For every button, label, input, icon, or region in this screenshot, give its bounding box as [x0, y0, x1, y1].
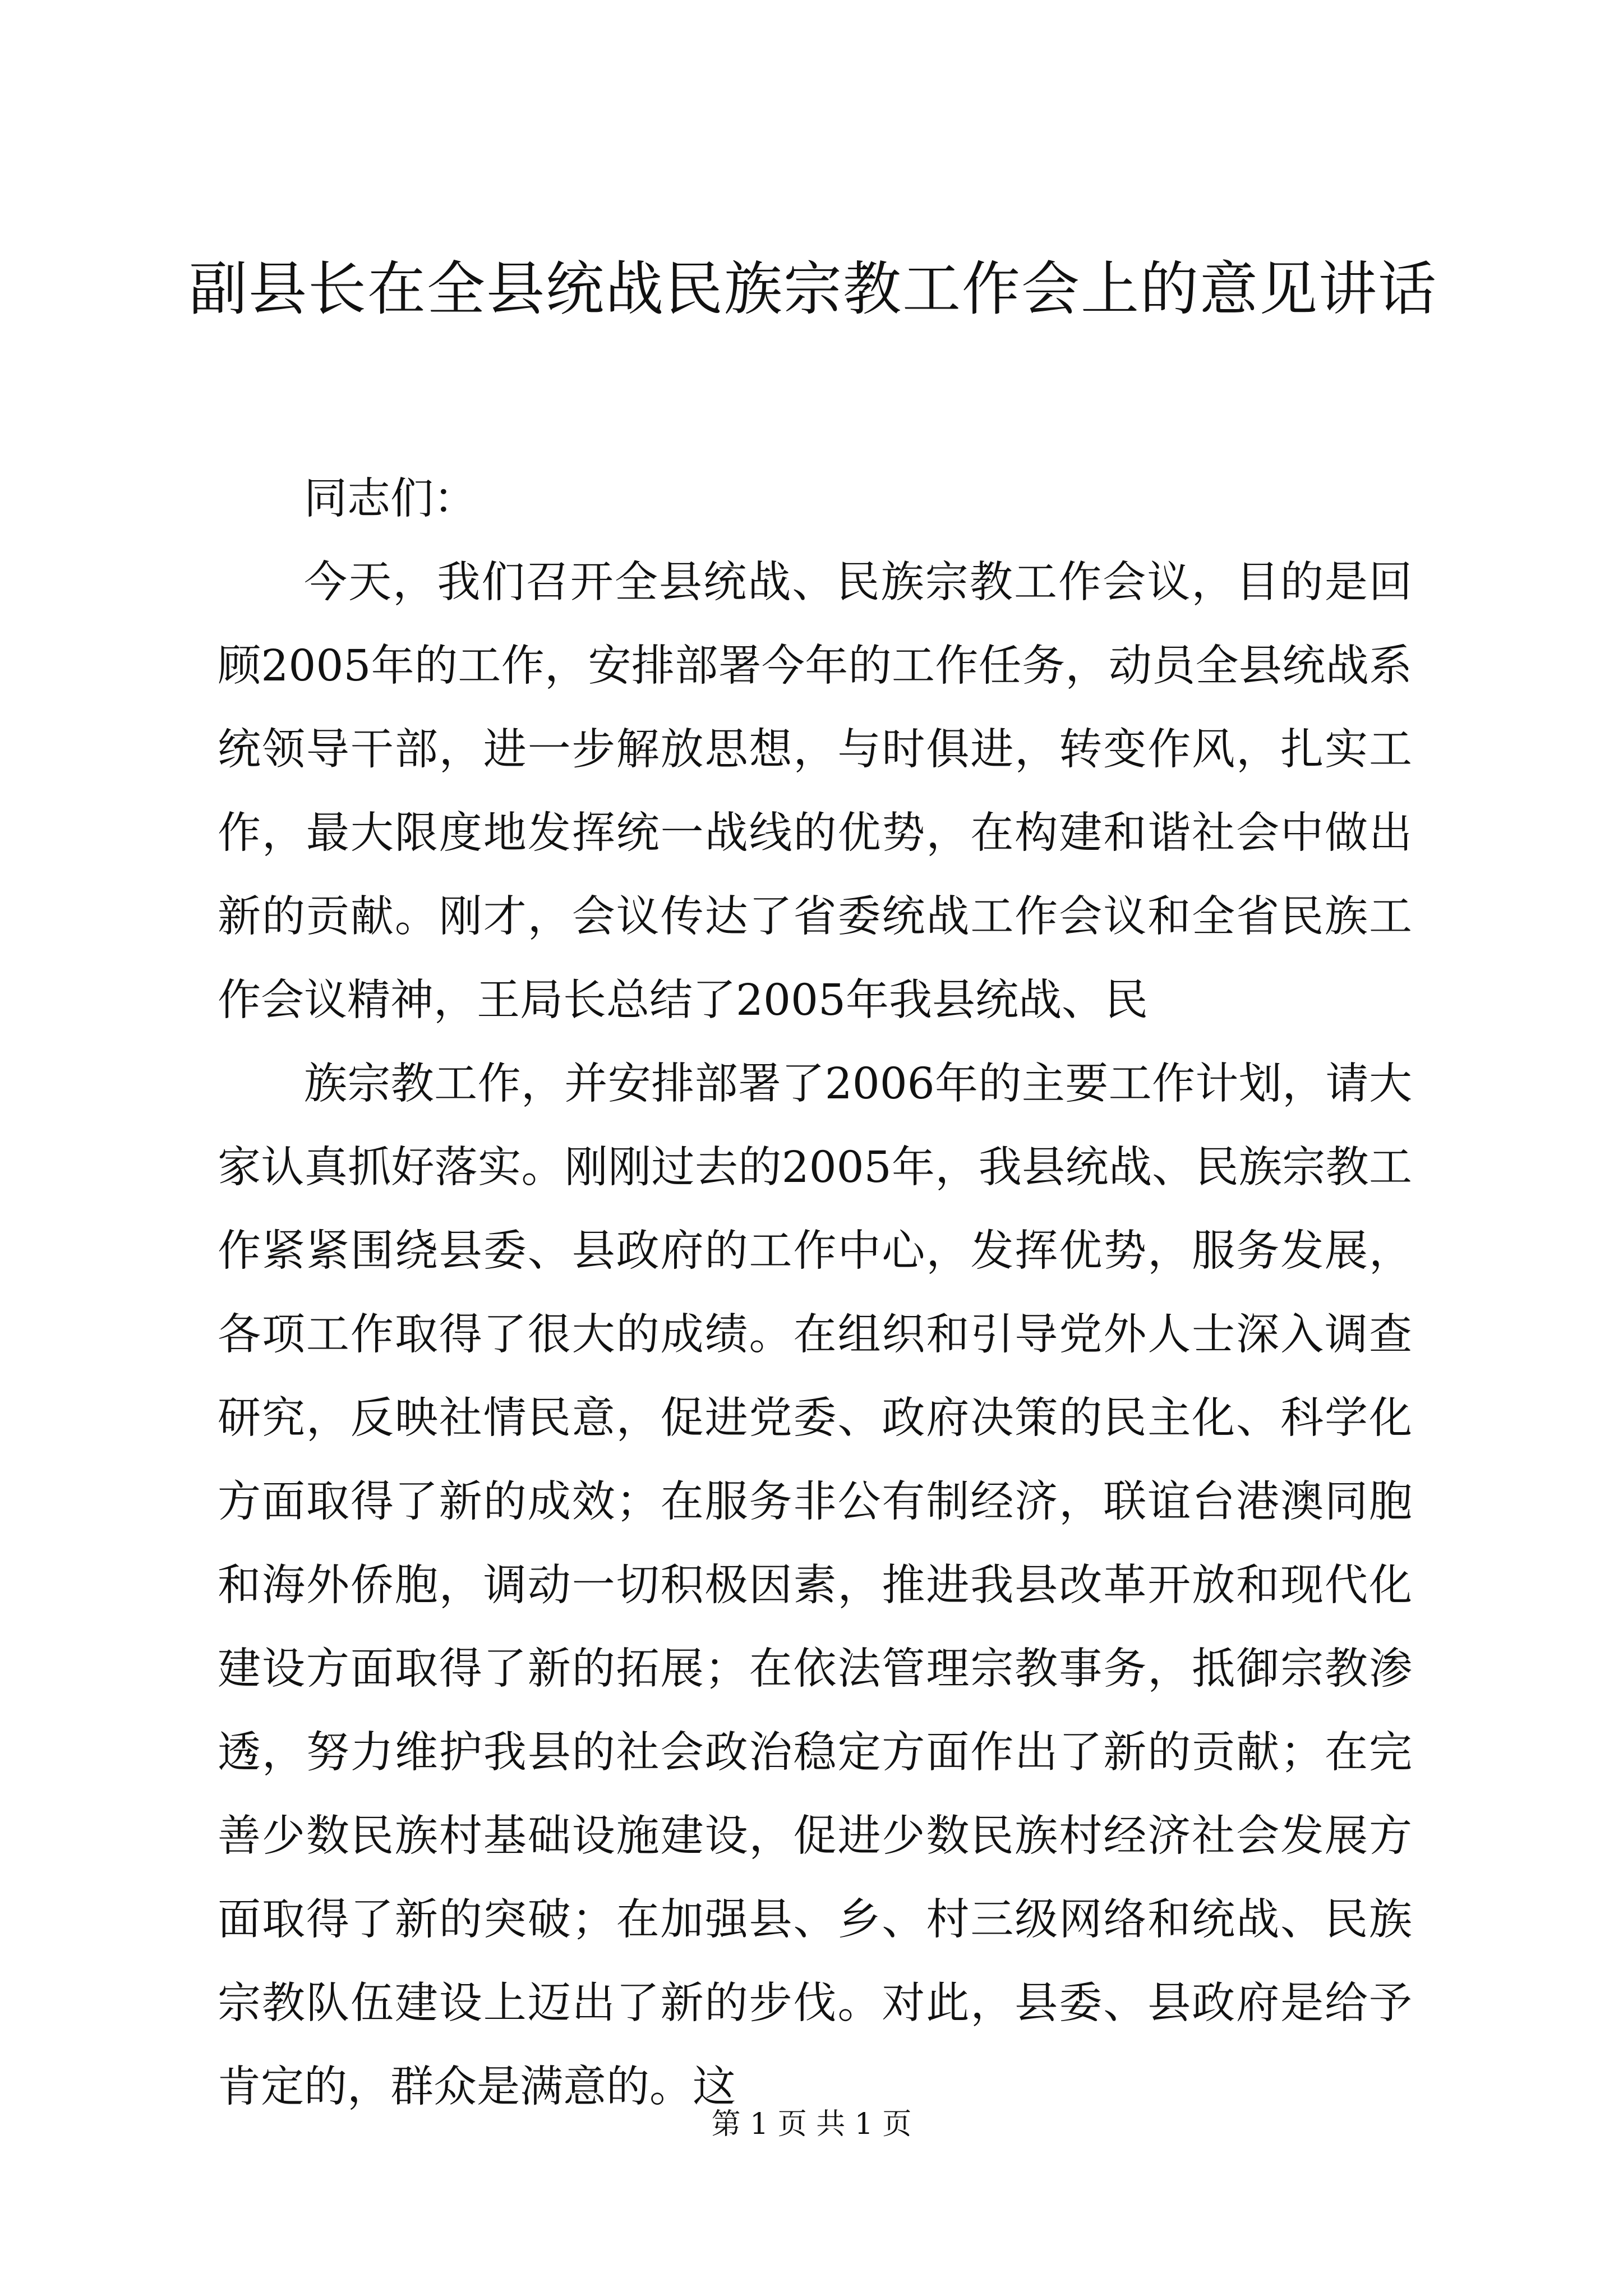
salutation: 同志们： — [304, 474, 477, 524]
paragraph-2: 族宗教工作，并安排部署了2006年的主要工作计划，请大家认真抓好落实。刚刚过去的2005年，我县统战、民族宗教工作紧紧围绕县委、县政府的工作中心，发挥优势，服务发展，各项工作取得了很大的成绩。在组织和引导党外人士深入调查研究，反映社情民意，促进党委、政府决策的民主化、科学化方面取得了新的成效；在服务非公有制经济，联谊台港澳同胞和海外侨胞，调动一切积极因素，推进我县改革开放和现代化建设方面取得了新的拓展；在依法管理宗教事务，抵御宗教渗透，努力维护我县的社会政治稳定方面作出了新的贡献；在完善少数民族村基础设施建设，促进少数民族村经济社会发展方面取得了新的突破；在加强县、乡、村三级网络和统战、民族宗教队伍建设上迈出了新的步伐。对此，县委、县政府是给予肯定的，群众是满意的。这 — [218, 1059, 1412, 2112]
document-body — [218, 457, 1412, 2129]
page-number-footer: 第 1 页 共 1 页 — [711, 2108, 912, 2141]
document-title: 副县长在全县统战民族宗教工作会上的意见讲话 — [188, 255, 1437, 323]
paragraph-1: 今天，我们召开全县统战、民族宗教工作会议，目的是回顾2005年的工作，安排部署今年的工作任务，动员全县统战系统领导干部，进一步解放思想，与时俱进，转变作风，扎实工作，最大限度地发挥统一战线的优势，在构建和谐社会中做出新的贡献。刚才，会议传达了省委统战工作会议和全省民族工作会议精神，王局长总结了2005年我县统战、民 — [218, 558, 1412, 1025]
